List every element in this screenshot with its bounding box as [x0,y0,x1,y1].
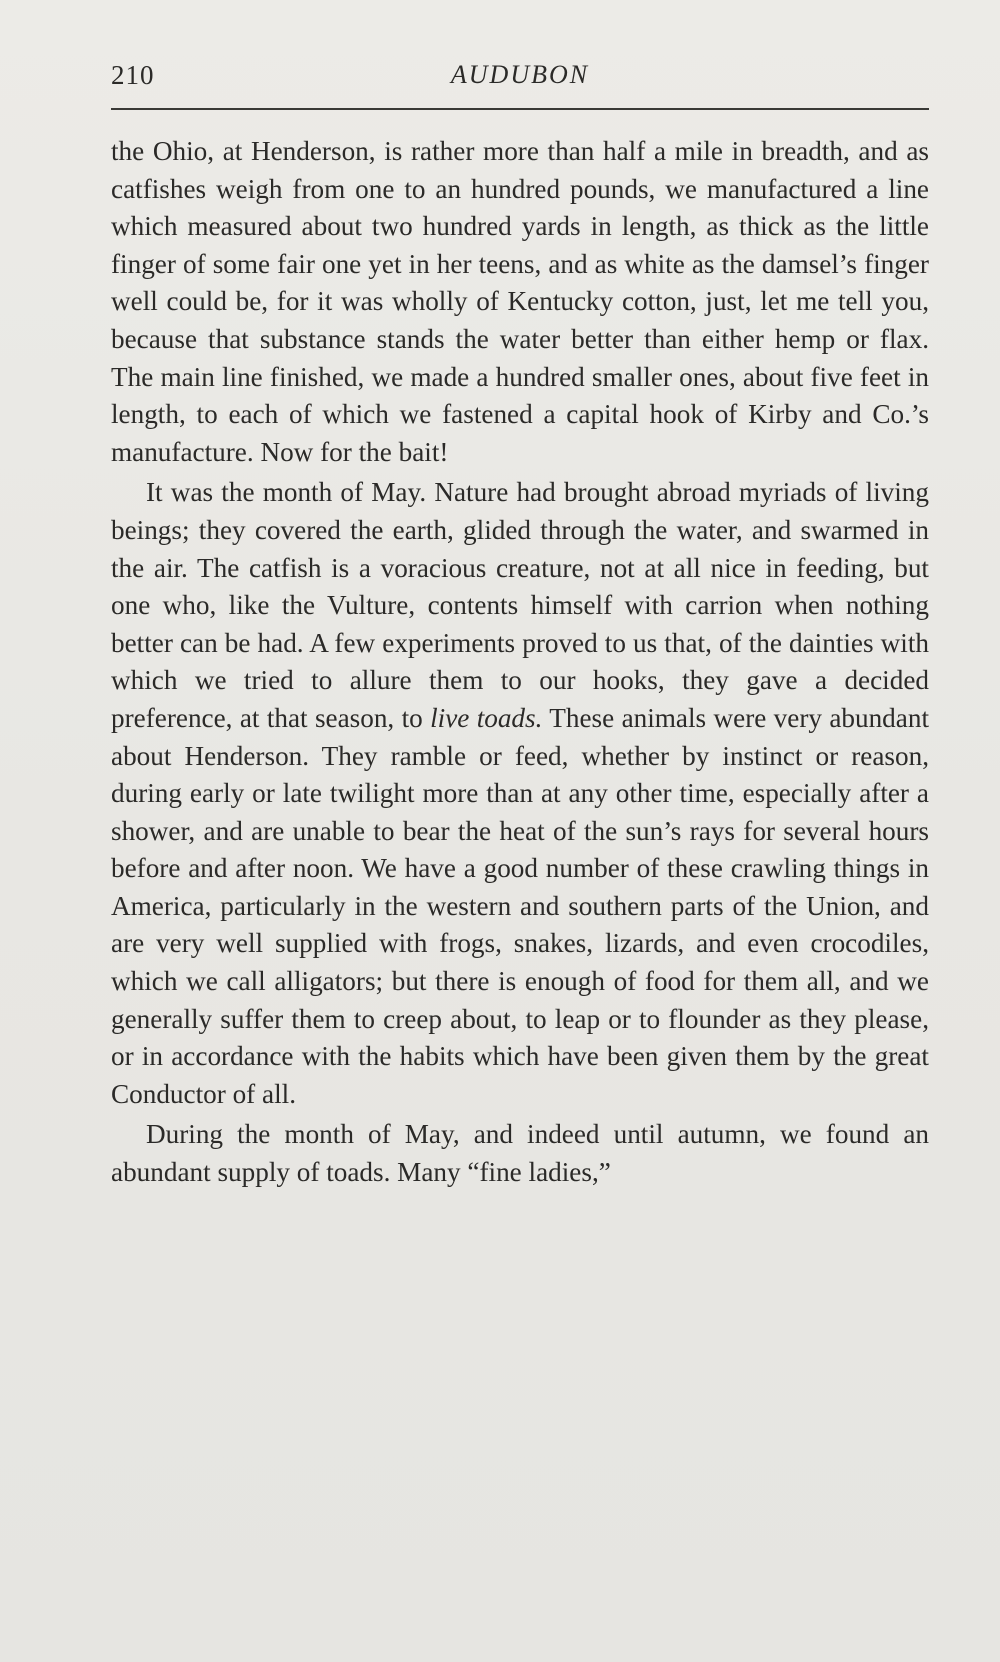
running-title: AUDUBON [450,60,590,89]
paragraph [111,474,929,1113]
paragraph-text: It was the month of May. Nature had brought abroad myriads of living beings; they covered the earth, glided through the water, and swarmed in the air. The catfish is a voracious creature, not at all nice in feeding, but one who, like the Vulture, contents himself with carrion when nothing better can be had. A few experiments proved to us that, of the dainties with which we tried to allure them to our hooks, they gave a decided preference, at that season, to [111,477,929,733]
paragraph-text: These animals were very abundant about Henderson. They ramble or feed, whether by instinct or reason, during early or late twilight more than at any other time, especially after a shower, and are unable to bear the heat of the sun’s rays for several hours before and after noon. We have a good number of these crawling things in America, particularly in the western and southern parts of the Union, and are very well supplied with frogs, snakes, lizards, and even crocodiles, which we call alligators; but there is enough of food for them all, and we generally suffer them to creep about, to leap or to flounder as they please, or in accordance with the habits which have been given them by the great Conductor of all. [111,702,929,1109]
paragraph [111,1116,929,1191]
paragraph-text: During the month of May, and indeed until autumn, we found an abundant supply of toads. Many “fine ladies,” [111,1119,929,1188]
header-rule [111,108,929,110]
paragraph-text: the Ohio, at Henderson, is rather more than half a mile in breadth, and as catfishes weigh from one to an hundred pounds, we manufactured a line which measured about two hundred yards in length, as thick as the little finger of some fair one yet in her teens, and as white as the damsel’s finger well could be, for it was wholly of Kentucky cotton, just, let me tell you, because that substance stands the water better than either hemp or flax. The main line finished, we made a hundred smaller ones, about five feet in length, to each of which we fastened a capital hook of Kirby and Co.’s manufacture. Now for the bait! [111,136,929,467]
paragraph-continued [111,133,929,471]
page-number: 210 [111,60,155,90]
running-head [111,60,929,100]
body-text [111,133,929,1192]
italic-phrase: live toads. [430,702,543,733]
